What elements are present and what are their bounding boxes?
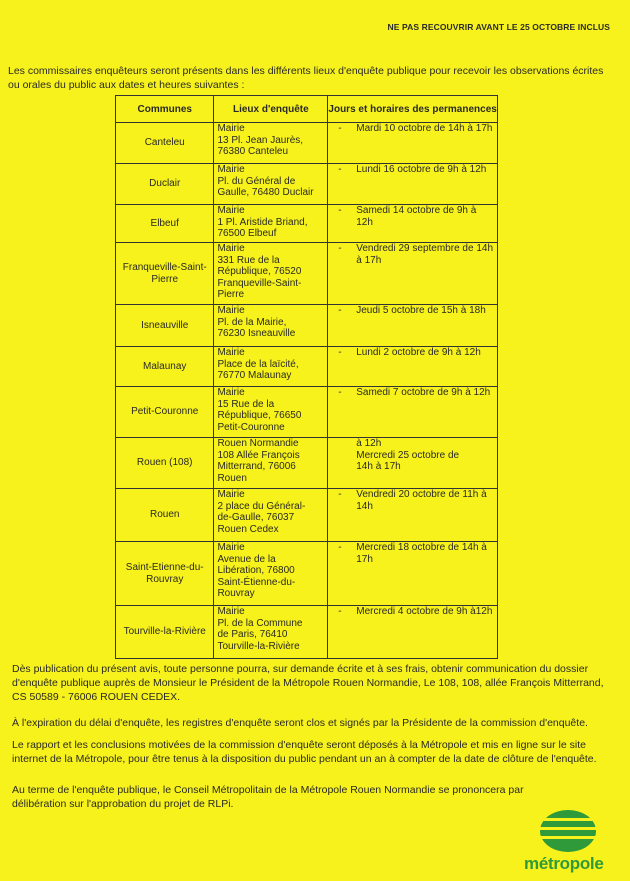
permanence-text: Mercredi 18 octobre de 14h à 17h xyxy=(356,542,487,565)
table-row xyxy=(116,205,498,243)
lieu-cell xyxy=(214,489,328,542)
permanence-text: Samedi 14 octobre de 9h à 12h xyxy=(356,205,477,228)
schedule-table xyxy=(115,95,498,659)
metropole-logo xyxy=(522,808,612,878)
lieu-line: Petit-Couronne xyxy=(217,421,285,433)
lieu-line: 108 Allée François xyxy=(217,449,300,461)
permanence-line: Mercredi 25 octobre de xyxy=(356,449,460,461)
intro-text: Les commissaires enquêteurs seront présents dans les différents lieux d'enquête publique pour recevoir les observations écrites ou orales du public aux dates et heures suivantes : xyxy=(8,65,604,91)
lieu-cell xyxy=(214,542,328,606)
permanence-entry: - Mercredi 4 octobre de 9h à12h xyxy=(338,606,493,617)
lieu-line: Libération, 76800 xyxy=(217,565,295,576)
permanence-text: Vendredi 20 octobre de 11h à 14h xyxy=(356,489,487,512)
lieu-line: de Paris, 76410 xyxy=(217,629,288,640)
paragraph-terme: Au terme de l'enquête publique, le Conseil Métropolitain de la Métropole Rouen Normandie se prononcera par délibération sur l'approbation du projet de RLPi. xyxy=(12,784,524,810)
lieu-line: Pierre xyxy=(217,289,245,300)
commune-cell: Rouen xyxy=(116,489,214,542)
lieu-line: Mairie xyxy=(217,243,245,254)
notice-header: NE PAS RECOUVRIR AVANT LE 25 OCTOBRE INCLUS xyxy=(387,22,610,32)
lieu-line: Mairie xyxy=(217,489,245,500)
paragraph-rapport: Le rapport et les conclusions motivées de la commission d'enquête seront déposés à la Métropole et mis en ligne sur le site internet de la Métropole, pour être tenus à la disposition du public pendant un an à compter de la date de clôture de l'enquête. xyxy=(12,739,597,765)
commune-cell: Rouen (108) xyxy=(116,438,214,489)
lieu-cell xyxy=(214,205,328,243)
permanence-entry: - Jeudi 5 octobre de 15h à 18h xyxy=(338,305,486,316)
lieu-line: 76380 Canteleu xyxy=(217,146,289,157)
table-row xyxy=(116,438,498,489)
lieu-line: 15 Rue de la xyxy=(217,398,275,410)
jours-cell xyxy=(328,243,498,305)
lieu-line: 2 place du Général- xyxy=(217,500,306,512)
permanence-text: Mercredi 4 octobre de 9h à12h xyxy=(356,606,493,617)
permanence-entry: - Lundi 2 octobre de 9h à 12h xyxy=(338,347,481,358)
header-communes: Communes xyxy=(116,96,214,123)
lieu-cell xyxy=(214,305,328,347)
header-jours: Jours et horaires des permanences xyxy=(328,96,498,123)
header-lieux: Lieux d'enquête xyxy=(214,96,328,123)
table-row xyxy=(116,243,498,305)
lieu-line: Mairie xyxy=(217,164,245,175)
table-row xyxy=(116,123,498,164)
lieu-line: Mitterrand, 76006 xyxy=(217,461,296,472)
lieu-line: Mairie xyxy=(217,347,245,358)
table-row xyxy=(116,542,498,606)
jours-cell xyxy=(328,542,498,606)
commune-cell: Petit-Couronne xyxy=(116,387,214,438)
permanence-entry: - Samedi 14 octobre de 9h à 12h xyxy=(338,205,477,228)
lieu-line: Mairie xyxy=(217,542,245,553)
lieu-line: Mairie xyxy=(217,387,245,398)
table-row xyxy=(116,387,498,438)
jours-cell xyxy=(328,305,498,347)
lieu-line: Pl. de la Mairie, xyxy=(217,316,287,328)
lieu-line: République, 76650 xyxy=(217,410,302,421)
lieu-line: Rouen xyxy=(217,472,247,484)
lieu-line: Mairie xyxy=(217,606,245,617)
permanence-line: à 12h xyxy=(356,438,382,449)
lieu-line: de-Gaulle, 76037 xyxy=(217,512,295,523)
lieu-cell xyxy=(214,387,328,438)
commune-cell: Malaunay xyxy=(116,347,214,387)
lieu-line: Saint-Étienne-du- xyxy=(217,576,296,588)
lieu-cell xyxy=(214,243,328,305)
jours-cell xyxy=(328,387,498,438)
permanence-line: 14h à 17h xyxy=(356,461,401,472)
jours-cell xyxy=(328,164,498,205)
table-row xyxy=(116,489,498,542)
permanence-text: Vendredi 29 septembre de 14h à 17h xyxy=(356,243,494,266)
lieu-line: République, 76520 xyxy=(217,266,302,277)
lieu-line: Place de la laïcité, xyxy=(217,358,299,370)
permanence-entry: - Samedi 7 octobre de 9h à 12h xyxy=(338,387,491,398)
permanence-entry xyxy=(328,438,497,473)
lieu-line: 331 Rue de la xyxy=(217,254,280,266)
permanence-entry: - Vendredi 20 octobre de 11h à 14h xyxy=(338,489,487,512)
jours-cell xyxy=(328,347,498,387)
lieu-line: 76230 Isneauville xyxy=(217,328,296,339)
commune-cell: Canteleu xyxy=(116,123,214,164)
permanence-text: Lundi 16 octobre de 9h à 12h xyxy=(356,164,487,175)
lieu-line: Rouen Normandie xyxy=(217,438,299,449)
table-header-row xyxy=(116,96,498,123)
table-row xyxy=(116,606,498,659)
commune-cell: Saint-Etienne-du-Rouvray xyxy=(116,542,214,606)
permanence-entry: - Vendredi 29 septembre de 14h à 17h xyxy=(338,243,494,266)
jours-cell xyxy=(328,489,498,542)
lieu-cell xyxy=(214,164,328,205)
lieu-line: 76500 Elbeuf xyxy=(217,228,277,239)
lieu-cell xyxy=(214,347,328,387)
paragraph-expiration: À l'expiration du délai d'enquête, les registres d'enquête seront clos et signés par la Présidente de la commission d'enquête. xyxy=(12,717,588,729)
jours-cell xyxy=(328,438,498,489)
commune-cell: Isneauville xyxy=(116,305,214,347)
permanence-entry: - Mardi 10 octobre de 14h à 17h xyxy=(338,123,493,134)
paragraph-communication: Dès publication du présent avis, toute personne pourra, sur demande écrite et à ses frais, obtenir communication du dossier d'enquête publique auprès de Monsieur le Président de la Métropole Rouen Normandie, Le 108, 108, allée François Mitterrand, CS 50589 - 76006 ROUEN CEDEX. xyxy=(12,663,604,703)
lieu-line: 76770 Malaunay xyxy=(217,370,292,381)
lieu-line: 13 Pl. Jean Jaurès, xyxy=(217,134,304,146)
table-row xyxy=(116,305,498,347)
lieu-line: Rouen Cedex xyxy=(217,523,279,535)
lieu-line: 1 Pl. Aristide Briand, xyxy=(217,216,308,228)
lieu-cell xyxy=(214,438,328,489)
lieu-cell xyxy=(214,123,328,164)
lieu-line: Pl. de la Commune xyxy=(217,617,303,629)
commune-cell: Franqueville-Saint-Pierre xyxy=(116,243,214,305)
permanence-text: Mardi 10 octobre de 14h à 17h xyxy=(356,123,493,134)
lieu-line: Mairie xyxy=(217,205,245,216)
lieu-line: Mairie xyxy=(217,305,245,316)
table-row xyxy=(116,347,498,387)
lieu-line: Rouvray xyxy=(217,588,255,599)
permanence-text: Lundi 2 octobre de 9h à 12h xyxy=(356,347,481,358)
lieu-line: Mairie xyxy=(217,123,245,134)
commune-cell: Duclair xyxy=(116,164,214,205)
jours-cell xyxy=(328,123,498,164)
jours-cell xyxy=(328,205,498,243)
permanence-text: Samedi 7 octobre de 9h à 12h xyxy=(356,387,491,398)
logo-text: métropole xyxy=(524,854,604,873)
commune-cell: Elbeuf xyxy=(116,205,214,243)
permanence-text: Jeudi 5 octobre de 15h à 18h xyxy=(356,305,486,316)
lieu-cell xyxy=(214,606,328,659)
metropole-logo-icon xyxy=(536,808,600,854)
lieu-line: Pl. du Général de xyxy=(217,175,296,187)
table-row xyxy=(116,164,498,205)
commune-cell: Tourville-la-Rivière xyxy=(116,606,214,659)
lieu-line: Avenue de la xyxy=(217,553,276,565)
lieu-line: Tourville-la-Rivière xyxy=(217,640,300,652)
lieu-line: Franqueville-Saint- xyxy=(217,277,302,289)
lieu-line: Gaulle, 76480 Duclair xyxy=(217,187,314,198)
permanence-entry: - Lundi 16 octobre de 9h à 12h xyxy=(338,164,487,175)
permanence-entry: - Mercredi 18 octobre de 14h à 17h xyxy=(338,542,487,565)
jours-cell xyxy=(328,606,498,659)
